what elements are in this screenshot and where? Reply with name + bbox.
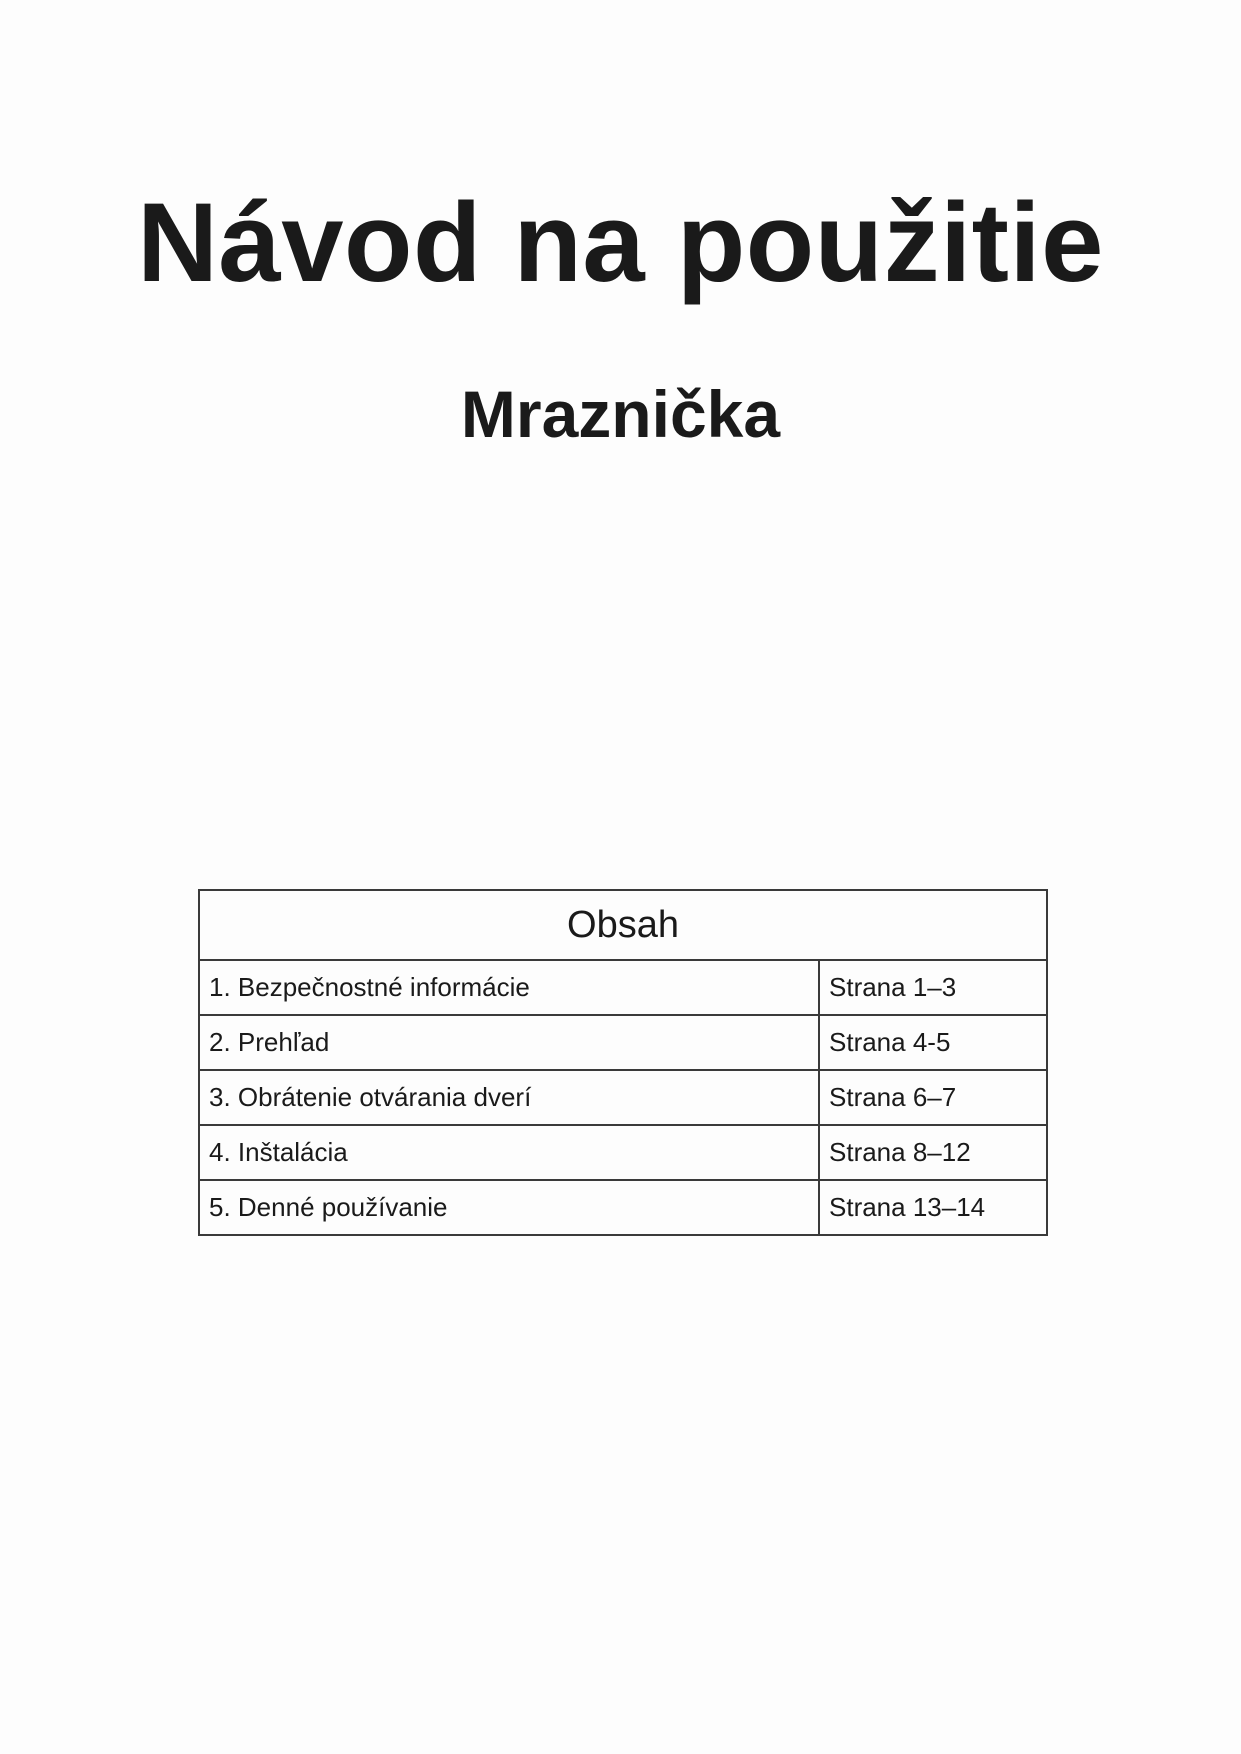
toc-section-title: 3. Obrátenie otvárania dverí — [199, 1070, 819, 1125]
table-row — [199, 1070, 1047, 1125]
toc-page-range: Strana 13–14 — [819, 1180, 1047, 1235]
toc-page-range: Strana 1–3 — [819, 960, 1047, 1015]
table-row — [199, 1125, 1047, 1180]
toc-heading: Obsah — [199, 890, 1047, 960]
table-row — [199, 1015, 1047, 1070]
document-subtitle: Mraznička — [460, 377, 781, 451]
document-title: Návod na použitie — [137, 180, 1104, 305]
toc-page-range: Strana 6–7 — [819, 1070, 1047, 1125]
toc-page-range: Strana 4-5 — [819, 1015, 1047, 1070]
toc-page-range: Strana 8–12 — [819, 1125, 1047, 1180]
toc-section-title: 2. Prehľad — [199, 1015, 819, 1070]
toc-section-title: 1. Bezpečnostné informácie — [199, 960, 819, 1015]
table-row — [199, 960, 1047, 1015]
table-row — [199, 1180, 1047, 1235]
toc-section-title: 5. Denné používanie — [199, 1180, 819, 1235]
table-of-contents — [198, 889, 1048, 1236]
toc-heading-row — [199, 890, 1047, 960]
toc-section-title: 4. Inštalácia — [199, 1125, 819, 1180]
